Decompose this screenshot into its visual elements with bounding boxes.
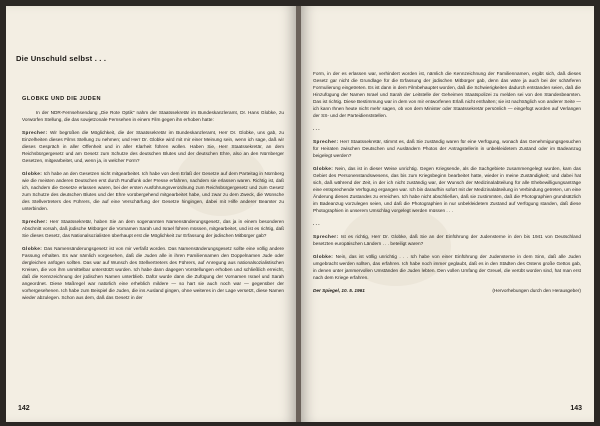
- chapter-title: Die Unschuld selbst . . .: [16, 54, 107, 63]
- speech-text: Nein, das ist völlig unrichtig . . . Ich habe von einer Einführung der Judensterne in dem Sinn, daß alle Juden umgebracht werden sollten, das erfahren. Ich habe noch immer geglaubt, daß es in den Städten des Ostens große Gettos gab, in denen unter jammervollen Umständen die Juden lebten. Den vollen Umfang der Greuel, die verübt worden sind, hat man erst nach dem Kriege erfahren.: [313, 254, 581, 280]
- speech-text: Wir begrüßen die Möglichkeit, die der Staatssekretär im Bundeskanzleramt, Herr Dr. Globke, uns gab, zu Einzelheiten dieses Films Stellung zu nehmen; und Herr Dr. Globke wird mit mir einer Meinung sein, wenn ich sage, daß wir dieses Gespräch in aller Offenheit und in aller Klarheit führen wollen. Haben Sie, Herr Staatssekretär, an dem Reichsbürgergesetz und am Gesetz zum Schutze des deutschen Blutes und der deutschen Ehre, also an den Nürnberger Gesetzen, mitgearbeitet, und, wenn ja, in welcher Form?: [22, 130, 284, 163]
- speech-paragraph: [313, 165, 581, 214]
- ellipsis-marker: . . .: [313, 221, 320, 226]
- speech-paragraph: [22, 170, 284, 212]
- speech-text: Ist es richtig, Herr Dr. Globke, daß Sie an der Einführung der Judensterne in den bis 1941 von Deutschland besetzten europäischen Ländern . . . beteiligt waren?: [313, 234, 582, 246]
- speaker-label: Sprecher:: [313, 234, 339, 239]
- speech-text: Herr Staatssekretär, stimmt es, daß Sie zuständig waren für eine Verfügung, wonach das Genehmigungsgesuchen für Heiraten zwischen Deutschen und Ausländern Photos der Antragstellerin in unbekleidetem Zustand oder im Badeanzug beigelegt werden?: [313, 139, 581, 158]
- speech-paragraph: [22, 129, 284, 164]
- left-page: [6, 6, 296, 422]
- speaker-label: Globke:: [313, 166, 334, 171]
- speech-paragraph: [22, 218, 284, 239]
- speaker-label: Sprecher:: [313, 139, 339, 144]
- speech-text: Ich habe an den Gesetzen nicht mitgearbeitet. Ich habe von dem Erlaß der Gesetze auf dem Parteitag in Nürnberg wie die meisten anderen Deutschen erst durch Rundfunk oder Presse erfahren, nachdem sie erlassen waren. Richtig ist, daß ich, nachdem die Gesetze erlassen waren, bei der ersten Ausführungsverordnung zum Reichsbürgergesetz und zum Gesetz zum Schutze des deutschen Blutes und der Ehre vorübergehend mitgearbeitet habe, und zwar zu dem Zweck, die Wünsche des Stellvertreters des Führers, die auf eine Verschärfung der Gesetze hingingen, dabei mit Hilfe anderer Beamter zu unterbinden.: [22, 171, 284, 211]
- ellipsis-marker: . . .: [313, 126, 320, 131]
- intro-paragraph: In der NDR-Fernsehsendung „Die Rote Optik" nahm der Staatssekretär im Bundeskanzleramt, Dr. Hans Globke, zu Vorwürfen Stellung, die das sowjetzonale Fernsehen in einem Film gegen ihn erhoben hatte:: [22, 110, 284, 122]
- speech-paragraph: [313, 233, 581, 247]
- section-heading: GLOBKE UND DIE JUDEN: [22, 96, 101, 102]
- speech-text: Herr Staatssekretär, haben Sie an dem sogenannten Namensänderungsgesetz, das ja in einem besonderen Abschnitt vorsah, daß jüdische Mitbürger die Vornamen Sarah und Israel führen müssen, mitgearbeitet, und ist es richtig, daß Sie dieses Gesetz, das Nationalsozialisten überhaupt erst die Möglichkeit zur Erfassung der jüdischen Mitbürger gab?: [22, 219, 284, 238]
- speech-text: Nein, das ist in dieser Weise unrichtig. Gegen Kriegsende, als die Sachgebiete zusammengelegt wurden, kam das Gebiet des Personenstandswesens, das bis zum Kriegsbeginn bearbeitet hatte, wieder in meine Zuständigkeit; und dabei hat sich, daß während der Zeit, in der ich nicht zuständig war, der Wunsch der Medizinalabteilung für alle Ehebewilligungsanträge eine entsprechende Verfügung ergangen war. Ich bin daraufhin sofort mit der Medizinalabteilung in Verbindung getreten, um eine Änderung dieses Zustandes zu erreichen. Ich habe nicht abschließen, daß sie zustimmten, daß die Photographien grundsätzlich im Badeanzug vorzulegen seien, und daß die Photographien in nur unbekleidetem Zustand auf Verfügung standen, daß diese Photographien in unserem Umschlag vorgelegt werden müssen . . .: [313, 166, 581, 213]
- speaker-label: Globke:: [22, 246, 43, 251]
- left-text-column: [22, 109, 284, 307]
- continued-paragraph: Form, in der es erlassen war, verhindert worden ist, nämlich die Kennzeichnung der Familiennamen, ergibt sich, daß dieses Gesetz gar nicht die Grundlage für die Erfassung der jüdischen Mitbürger gab, denn das wäre ja auch bei der schärferen Formulierung eingetreten. Es ist dann in dem Filmbehauptet worden, daß die Schwierigkeiten dadurch entstanden seien, daß die Hinzufügung der Namen Israel und Sarah der Leitstelle der Geheimen Staatspolizei zu melden sei von den Standesbeamten. Das ist richtig. Diese Bestimmung war in dem von mir entworfenen Erlaß nicht enthalten; sie ist nachträglich von anderer Seite — ich kann Ihnen heute nicht mehr sagen, ob von dem Minister oder Staatssekretär persönlich — eingefügt worden auf Verlangen der SS- und der Parteidienststellen.: [313, 71, 581, 118]
- source-line: [313, 287, 581, 294]
- speech-paragraph: [313, 138, 581, 159]
- source-note: (Hervorhebungen durch den Herausgeber): [492, 288, 581, 293]
- right-page: [301, 6, 594, 422]
- page-number: 143: [570, 405, 582, 412]
- speech-paragraph: [22, 245, 284, 301]
- speaker-label: Sprecher:: [22, 219, 48, 224]
- speech-text: Das Namensänderungsgesetz ist von mir verfaßt worden. Das Namensänderungsgesetz sollte eine völlig andere Fassung erhalten. Es war nämlich vorgesehen, daß die Juden alle in ihren Familiennamen den Doppelnamen Jude oder dergleichen anfügen sollten. Das war auf Wunsch des Stellvertreters des Führers, auf Anregung aus nationalsozialistischen Kreisen, die von ihm unmittelbar unterstützt wurden. Ich habe dann dagegen Vorstellungen erhoben und schließlich erreicht, daß die Kennzeichnung der jüdischen Namen unterblieb. Dafür wurde dann die Zufügung der Vornamen Israel und Sarah angeordnet. Diese Maßregel war natürlich eine erheblich mildere — so hart sie auch noch war — gegenüber der vorhergesehenen. Ich habe zum Beispiel die Juden, die ins Ausland gingen, ohne weiteres in der Lage versetzt, diese Namen wieder abzulegen. Schon aus dem, daß das Gesetz in der: [22, 246, 284, 300]
- source-citation: Der Spiegel, 10. 5. 1961: [313, 288, 365, 293]
- speech-paragraph: [313, 253, 581, 281]
- right-text-column: [313, 70, 581, 294]
- speaker-label: Globke:: [313, 254, 334, 259]
- speaker-label: Globke:: [22, 171, 43, 176]
- page-number: 142: [18, 405, 30, 412]
- speaker-label: Sprecher:: [22, 130, 48, 135]
